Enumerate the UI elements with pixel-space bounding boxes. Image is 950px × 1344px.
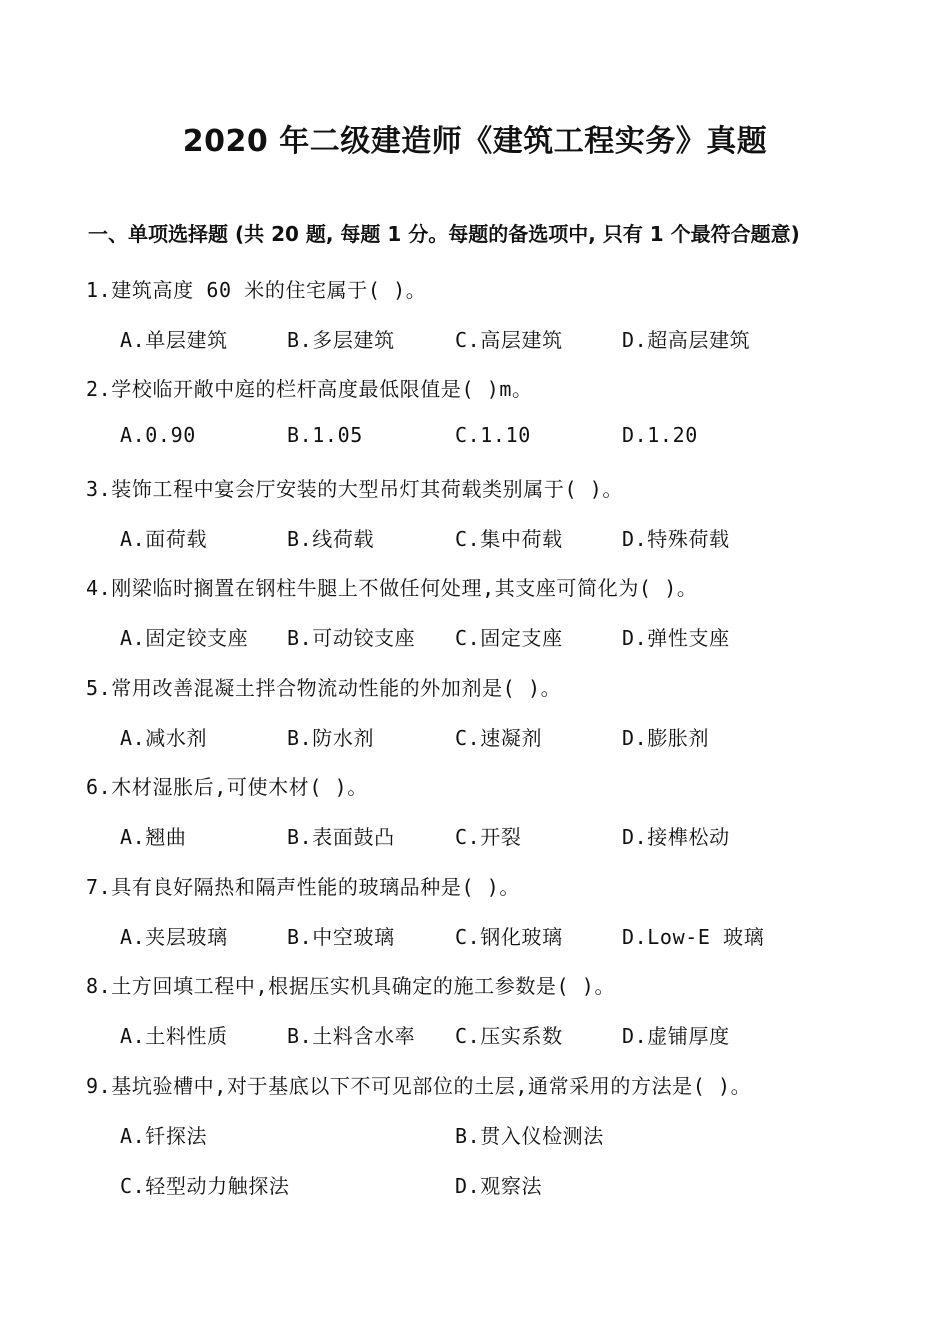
option-b: B.贯入仪检测法 — [455, 1124, 604, 1148]
option-d: D.观察法 — [455, 1174, 543, 1198]
option-b: B.1.05 — [287, 423, 363, 447]
option-b: B.表面鼓凸 — [287, 825, 395, 849]
section-heading: 一、单项选择题 (共 20 题, 每题 1 分。每题的备选项中, 只有 1 个最符合题意) — [88, 222, 800, 246]
question-text: 8.土方回填工程中,根据压实机具确定的施工参数是( )。 — [86, 974, 616, 998]
option-b: B.多层建筑 — [287, 328, 395, 352]
question-text: 4.刚梁临时搁置在钢柱牛腿上不做任何处理,其支座可简化为( )。 — [86, 576, 698, 600]
option-b: B.中空玻璃 — [287, 925, 395, 949]
option-c: C.开裂 — [455, 825, 522, 849]
option-a: A.减水剂 — [120, 726, 208, 750]
option-d: D.接榫松动 — [622, 825, 730, 849]
page-title: 2020 年二级建造师《建筑工程实务》真题 — [182, 124, 768, 159]
question-text: 1.建筑高度 60 米的住宅属于( )。 — [86, 278, 427, 302]
question-text: 9.基坑验槽中,对于基底以下不可见部位的土层,通常采用的方法是( )。 — [86, 1074, 752, 1098]
option-c: C.压实系数 — [455, 1024, 563, 1048]
option-c: C.高层建筑 — [455, 328, 563, 352]
option-c: C.轻型动力触探法 — [120, 1174, 290, 1198]
option-c: C.1.10 — [455, 423, 531, 447]
option-a: A.0.90 — [120, 423, 196, 447]
option-b: B.防水剂 — [287, 726, 375, 750]
question-text: 2.学校临开敞中庭的栏杆高度最低限值是( )m。 — [86, 377, 533, 401]
option-c: C.固定支座 — [455, 626, 563, 650]
option-b: B.线荷载 — [287, 527, 375, 551]
option-a: A.面荷载 — [120, 527, 208, 551]
option-c: C.集中荷载 — [455, 527, 563, 551]
question-text: 5.常用改善混凝土拌合物流动性能的外加剂是( )。 — [86, 676, 562, 700]
option-d: D.膨胀剂 — [622, 726, 710, 750]
option-a: A.翘曲 — [120, 825, 187, 849]
option-a: A.土料性质 — [120, 1024, 228, 1048]
option-b: B.可动铰支座 — [287, 626, 416, 650]
option-d: D.1.20 — [622, 423, 698, 447]
option-c: C.钢化玻璃 — [455, 925, 563, 949]
question-text: 6.木材湿胀后,可使木材( )。 — [86, 775, 368, 799]
option-d: D.弹性支座 — [622, 626, 730, 650]
option-d: D.特殊荷载 — [622, 527, 730, 551]
option-c: C.速凝剂 — [455, 726, 543, 750]
question-text: 3.装饰工程中宴会厅安装的大型吊灯其荷载类别属于( )。 — [86, 477, 624, 501]
option-a: A.夹层玻璃 — [120, 925, 228, 949]
option-d: D.Low-E 玻璃 — [622, 925, 765, 949]
option-a: A.单层建筑 — [120, 328, 228, 352]
option-d: D.超高层建筑 — [622, 328, 751, 352]
question-text: 7.具有良好隔热和隔声性能的玻璃品种是( )。 — [86, 875, 521, 899]
option-d: D.虚铺厚度 — [622, 1024, 730, 1048]
option-a: A.固定铰支座 — [120, 626, 249, 650]
option-a: A.钎探法 — [120, 1124, 208, 1148]
option-b: B.土料含水率 — [287, 1024, 416, 1048]
